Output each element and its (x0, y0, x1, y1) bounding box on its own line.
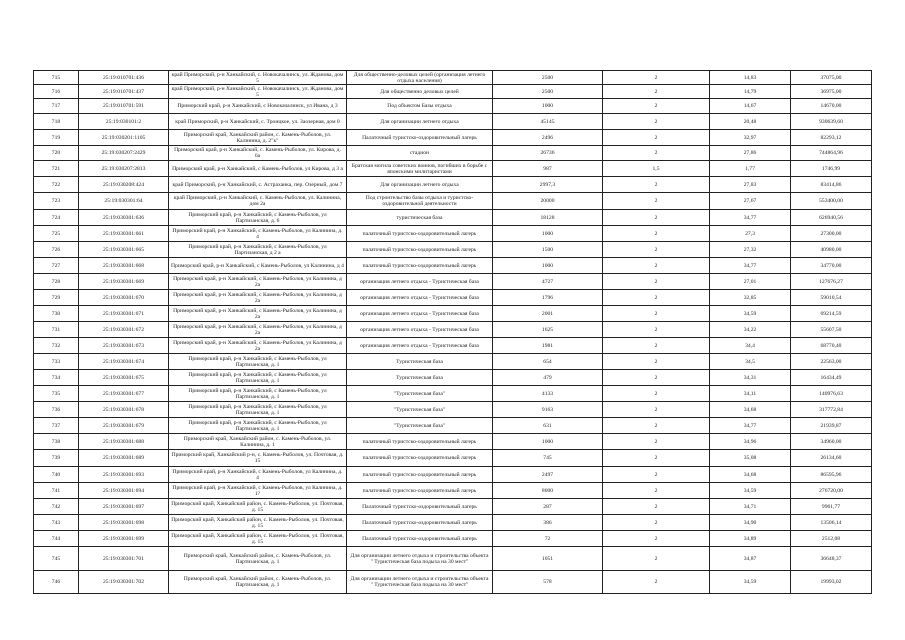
area-cell: 2500 (493, 71, 603, 85)
permitted-use-cell: Под строительство базы отдыха и туристско-оздоровительной деятельности (347, 193, 493, 210)
coefficient-cell: 2 (603, 386, 710, 402)
rate-cell: 34,59 (710, 306, 791, 322)
row-number-cell: 719 (34, 130, 79, 146)
rate-cell: 14,67 (710, 99, 791, 114)
cadastral-number-cell: 25:19:030301:698 (79, 515, 169, 531)
area-cell: 1625 (493, 322, 603, 338)
permitted-use-cell: палаточный туристско-оздоровительный лагерь (347, 242, 493, 258)
rate-cell: 34,4 (710, 338, 791, 354)
amount-cell: 68770,40 (791, 338, 872, 354)
amount-cell: 36975,00 (791, 85, 872, 99)
amount-cell: 59010,54 (791, 290, 872, 306)
row-number-cell: 738 (34, 434, 79, 450)
row-number-cell: 721 (34, 161, 79, 177)
cadastral-number-cell: 25:19:030301:669 (79, 274, 169, 290)
coefficient-cell: 2 (603, 130, 710, 146)
coefficient-cell: 2 (603, 547, 710, 571)
cadastral-number-cell: 25:19:030301:665 (79, 242, 169, 258)
area-cell: 1000 (493, 226, 603, 242)
coefficient-cell: 2 (603, 258, 710, 274)
area-cell: 45145 (493, 114, 603, 130)
permitted-use-cell: Для организации летнего отдыха (347, 177, 493, 193)
cadastral-number-cell: 25:19:030301:678 (79, 402, 169, 418)
address-cell: Приморский край, Ханкайский район, с. Камень-Рыболов, ул. Почтовая, д. 15 (169, 515, 347, 531)
table-row (34, 515, 872, 531)
permitted-use-cell: организация летнего отдыха - Туристическая база (347, 306, 493, 322)
amount-cell: 86595,96 (791, 467, 872, 483)
table-row (34, 434, 872, 450)
row-number-cell: 745 (34, 547, 79, 571)
rate-cell: 34,77 (710, 418, 791, 434)
area-cell: 1051 (493, 547, 603, 571)
area-cell: 1796 (493, 290, 603, 306)
table-row (34, 531, 872, 547)
rate-cell: 14,79 (710, 85, 791, 99)
coefficient-cell: 2 (603, 85, 710, 99)
permitted-use-cell: Для организации летнего отдыха и строительства объекта " Туристическая база подыха на 30 мест" (347, 571, 493, 594)
area-cell: 479 (493, 370, 603, 386)
address-cell: Приморский край, р-н Ханкайский, с Камень-Рыболов, ул Калинина, д 4 (169, 258, 347, 274)
area-cell: 4727 (493, 274, 603, 290)
rate-cell: 27,86 (710, 146, 791, 161)
permitted-use-cell: палаточный туристско-оздоровительный лагерь (347, 483, 493, 499)
area-cell: 987 (493, 161, 603, 177)
coefficient-cell: 2 (603, 146, 710, 161)
amount-cell: 626940,56 (791, 210, 872, 226)
amount-cell: 13506,14 (791, 515, 872, 531)
rate-cell: 34,59 (710, 571, 791, 594)
row-number-cell: 742 (34, 499, 79, 515)
area-cell: 1000 (493, 434, 603, 450)
address-cell: Приморский край, Ханкайский район, с. Камень-Рыболов, ул. Партизанская, д. 1 (169, 547, 347, 571)
row-number-cell: 716 (34, 85, 79, 99)
amount-cell: 21939,87 (791, 418, 872, 434)
area-cell: 2500 (493, 85, 603, 99)
cadastral-number-cell: 25:19:030301:673 (79, 338, 169, 354)
permitted-use-cell: Для общественно-деловых целей (организация летнего отдыха населения) (347, 71, 493, 85)
coefficient-cell: 2 (603, 499, 710, 515)
rate-cell: 34,89 (710, 531, 791, 547)
address-cell: край Приморский, р-н Ханкайский, с. Новокачалинск, ул. Жданова, дом 5 (169, 71, 347, 85)
area-cell: 8000 (493, 483, 603, 499)
amount-cell: 37075,00 (791, 71, 872, 85)
area-cell: 9163 (493, 402, 603, 418)
coefficient-cell: 2 (603, 290, 710, 306)
address-cell: край Приморский, р-н Ханкайский, с. Камень-Рыболов, ул. Калинина, дом 2а (169, 193, 347, 210)
amount-cell: 40980,00 (791, 242, 872, 258)
table-row (34, 370, 872, 386)
amount-cell: 1746,99 (791, 161, 872, 177)
row-number-cell: 746 (34, 571, 79, 594)
rate-cell: 27,67 (710, 193, 791, 210)
amount-cell: 2512,08 (791, 531, 872, 547)
address-cell: Приморский край, р-н Ханкайский, с Камень-Рыболов, ул Калинина, д 2а (169, 338, 347, 354)
rate-cell: 34,31 (710, 370, 791, 386)
land-plot-table-sheet (33, 70, 871, 594)
table-row (34, 354, 872, 370)
permitted-use-cell: Для общественно деловых целей (347, 85, 493, 99)
table-row (34, 274, 872, 290)
address-cell: край Приморский, р-н Ханкайский, с. Новокачалинск, ул. Жданова, дом 5 (169, 85, 347, 99)
amount-cell: 140976,63 (791, 386, 872, 402)
cadastral-number-cell: 25:19:030301:697 (79, 499, 169, 515)
permitted-use-cell: организация летнего отдыха - Туристическая база (347, 290, 493, 306)
coefficient-cell: 2 (603, 193, 710, 210)
rate-cell: 32,85 (710, 290, 791, 306)
amount-cell: 276720,00 (791, 483, 872, 499)
row-number-cell: 722 (34, 177, 79, 193)
rate-cell: 34,59 (710, 483, 791, 499)
permitted-use-cell: туристическая база (347, 210, 493, 226)
row-number-cell: 735 (34, 386, 79, 402)
amount-cell: 22563,00 (791, 354, 872, 370)
table-row (34, 71, 872, 85)
coefficient-cell: 2 (603, 515, 710, 531)
area-cell: 2001 (493, 306, 603, 322)
table-row (34, 193, 872, 210)
amount-cell: 19993,02 (791, 571, 872, 594)
permitted-use-cell: стадион (347, 146, 493, 161)
cadastral-number-cell: 25:19:010701:437 (79, 85, 169, 99)
cadastral-number-cell: 25:19:030301:671 (79, 306, 169, 322)
rate-cell: 34,22 (710, 322, 791, 338)
table-row (34, 85, 872, 99)
amount-cell: 930639,60 (791, 114, 872, 130)
address-cell: Приморский край, р-н Ханкайский, с Камень-Рыболов, ул Партизанская, д. 1 (169, 370, 347, 386)
table-row (34, 499, 872, 515)
area-cell: 1981 (493, 338, 603, 354)
cadastral-number-cell: 25:19:030301:689 (79, 450, 169, 467)
address-cell: Приморский край, р-н Ханкайский, с Камень-Рыболов, ул Кирова, д 3 а (169, 161, 347, 177)
area-cell: 26736 (493, 146, 603, 161)
permitted-use-cell: "Туристическая база" (347, 386, 493, 402)
area-cell: 745 (493, 450, 603, 467)
cadastral-number-cell: 25:19:030301:670 (79, 290, 169, 306)
coefficient-cell: 2 (603, 177, 710, 193)
rate-cell: 34,5 (710, 354, 791, 370)
table-row (34, 386, 872, 402)
permitted-use-cell: Палаточный туристско-оздоровительный лагерь (347, 531, 493, 547)
coefficient-cell: 2 (603, 242, 710, 258)
table-row (34, 418, 872, 434)
row-number-cell: 733 (34, 354, 79, 370)
address-cell: Приморский край, Ханкайский район, с. Камень-Рыболов, ул. Калинина, д. 2"к" (169, 130, 347, 146)
table-body (34, 71, 872, 594)
cadastral-number-cell: 25:19:030301:636 (79, 210, 169, 226)
row-number-cell: 723 (34, 193, 79, 210)
amount-cell: 34960,00 (791, 434, 872, 450)
area-cell: 631 (493, 418, 603, 434)
rate-cell: 27,32 (710, 242, 791, 258)
amount-cell: 36648,37 (791, 547, 872, 571)
permitted-use-cell: Палаточный туристско-оздоровительный лагерь (347, 515, 493, 531)
cadastral-number-cell: 25:19:030301:64 (79, 193, 169, 210)
rate-cell: 32,97 (710, 130, 791, 146)
permitted-use-cell: Палаточный туристско-оздоровительный лагерь (347, 130, 493, 146)
cadastral-number-cell: 25:19:030301:701 (79, 547, 169, 571)
coefficient-cell: 2 (603, 114, 710, 130)
address-cell: Приморский край, р-н Ханкайский, с. Камень-Рыболов, ул. Кирова, д. 6а (169, 146, 347, 161)
amount-cell: 744864,96 (791, 146, 872, 161)
amount-cell: 69214,59 (791, 306, 872, 322)
cadastral-number-cell: 25:19:030301:688 (79, 434, 169, 450)
address-cell: Приморский край, р-н Ханкайский, с Камень-Рыболов, ул Калинина, д 2а (169, 290, 347, 306)
amount-cell: 34770,00 (791, 258, 872, 274)
address-cell: Приморский край, р-н Ханкайский, с Камень-Рыболов, ул Калинина, д. 4 (169, 226, 347, 242)
rate-cell: 27,83 (710, 177, 791, 193)
cadastral-number-cell: 25:19:030208:424 (79, 177, 169, 193)
row-number-cell: 720 (34, 146, 79, 161)
row-number-cell: 718 (34, 114, 79, 130)
amount-cell: 553400,00 (791, 193, 872, 210)
area-cell: 578 (493, 571, 603, 594)
address-cell: Приморский край, р-н Ханкайский, с Камень-Рыболов, ул Партизанская, д. 1 (169, 354, 347, 370)
table-row (34, 467, 872, 483)
cadastral-number-cell: 25:19:010701:591 (79, 99, 169, 114)
coefficient-cell: 2 (603, 322, 710, 338)
area-cell: 18128 (493, 210, 603, 226)
address-cell: Приморский край, р-н Ханкайский, с Камень-Рыболов, ул Калинина, д 2а (169, 274, 347, 290)
permitted-use-cell: Палаточный туристско-оздоровительный лагерь (347, 499, 493, 515)
coefficient-cell: 2 (603, 210, 710, 226)
rate-cell: 34,77 (710, 258, 791, 274)
table-row (34, 483, 872, 499)
coefficient-cell: 2 (603, 338, 710, 354)
cadastral-number-cell: 25:19:030301:694 (79, 483, 169, 499)
coefficient-cell: 2 (603, 402, 710, 418)
table-row (34, 402, 872, 418)
permitted-use-cell: "Туристическая база" (347, 418, 493, 434)
row-number-cell: 732 (34, 338, 79, 354)
coefficient-cell: 2 (603, 354, 710, 370)
amount-cell: 127676,27 (791, 274, 872, 290)
row-number-cell: 728 (34, 274, 79, 290)
permitted-use-cell: Братская могила советских воинов, погибших в борьбе с японскими милитаристами (347, 161, 493, 177)
cadastral-number-cell: 25:19:030207:2813 (79, 161, 169, 177)
cadastral-number-cell: 25:19:030301:672 (79, 322, 169, 338)
coefficient-cell: 1,5 (603, 161, 710, 177)
table-row (34, 450, 872, 467)
cadastral-number-cell: 25:19:030301:699 (79, 531, 169, 547)
area-cell: 287 (493, 499, 603, 515)
cadastral-number-cell: 25:19:030301:679 (79, 418, 169, 434)
rate-cell: 34,77 (710, 210, 791, 226)
table-row (34, 290, 872, 306)
table-row (34, 114, 872, 130)
table-row (34, 177, 872, 193)
amount-cell: 55607,50 (791, 322, 872, 338)
table-row (34, 99, 872, 114)
row-number-cell: 731 (34, 322, 79, 338)
coefficient-cell: 2 (603, 434, 710, 450)
address-cell: Приморский край, р-н Ханкайский, с Камень-Рыболов, ул Калинина, д 2а (169, 306, 347, 322)
rate-cell: 20,48 (710, 114, 791, 130)
table-row (34, 242, 872, 258)
cadastral-number-cell: 25:19:030207:2429 (79, 146, 169, 161)
amount-cell: 16434,49 (791, 370, 872, 386)
cadastral-number-cell: 25:19:030301:702 (79, 571, 169, 594)
address-cell: Приморский край, р-н Ханкайский, с Камень-Рыболов, ул Партизанская, д. 1 (169, 418, 347, 434)
address-cell: Приморский край, р-н Ханкайский, с Новокачалинск, ул Ивана, д 3 (169, 99, 347, 114)
coefficient-cell: 2 (603, 531, 710, 547)
amount-cell: 82293,12 (791, 130, 872, 146)
land-plot-table (33, 70, 872, 594)
row-number-cell: 734 (34, 370, 79, 386)
table-row (34, 547, 872, 571)
table-row (34, 306, 872, 322)
row-number-cell: 724 (34, 210, 79, 226)
amount-cell: 83414,86 (791, 177, 872, 193)
permitted-use-cell: Туристическая база (347, 370, 493, 386)
address-cell: Приморский край, Ханкайский р-н, с. Камень-Рыболов, ул. Почтовая, д. 15 (169, 450, 347, 467)
coefficient-cell: 2 (603, 274, 710, 290)
coefficient-cell: 2 (603, 71, 710, 85)
row-number-cell: 729 (34, 290, 79, 306)
area-cell: 654 (493, 354, 603, 370)
coefficient-cell: 2 (603, 306, 710, 322)
row-number-cell: 730 (34, 306, 79, 322)
area-cell: 386 (493, 515, 603, 531)
row-number-cell: 736 (34, 402, 79, 418)
permitted-use-cell: палаточный туристско-оздоровительный лагерь (347, 450, 493, 467)
cadastral-number-cell: 25:19:030301:661 (79, 226, 169, 242)
cadastral-number-cell: 25:19:030301:668 (79, 258, 169, 274)
area-cell: 1500 (493, 242, 603, 258)
rate-cell: 27,3 (710, 226, 791, 242)
area-cell: 2497 (493, 467, 603, 483)
permitted-use-cell: Для организации летнего отдыха и строительства объекта " Туристическая база подыха на 30 мест" (347, 547, 493, 571)
row-number-cell: 715 (34, 71, 79, 85)
amount-cell: 27300,00 (791, 226, 872, 242)
area-cell: 1000 (493, 258, 603, 274)
coefficient-cell: 2 (603, 571, 710, 594)
address-cell: Приморский край, р-н Ханкайский, с Камень-Рыболов, ул Калинина, д. 1? (169, 483, 347, 499)
cadastral-number-cell: 25:19:030301:674 (79, 354, 169, 370)
cadastral-number-cell: 25:19:010701:436 (79, 71, 169, 85)
amount-cell: 9961,77 (791, 499, 872, 515)
rate-cell: 27,01 (710, 274, 791, 290)
address-cell: Приморский край, р-н Ханкайский, с Камень-Рыболов, ул Партизанская, д. 6 (169, 210, 347, 226)
area-cell: 2496 (493, 130, 603, 146)
address-cell: край Приморский, р-н Ханкайский, с. Астраханка, пер. Озерный, дом 7 (169, 177, 347, 193)
amount-cell: 14670,00 (791, 99, 872, 114)
address-cell: Приморский край, р-н Ханкайский, с Камень-Рыболов, ул Партизанская, д. 1 (169, 402, 347, 418)
permitted-use-cell: организация летнего отдыха - Туристическая база (347, 338, 493, 354)
coefficient-cell: 2 (603, 99, 710, 114)
rate-cell: 34,96 (710, 434, 791, 450)
cadastral-number-cell: 25:19:030201:1105 (79, 130, 169, 146)
cadastral-number-cell: 25:19:030301:693 (79, 467, 169, 483)
address-cell: Приморский край, р-н Ханкайский, с Камень-Рыболов, ул Партизанская, д 2 а (169, 242, 347, 258)
coefficient-cell: 2 (603, 226, 710, 242)
address-cell: край Приморский, р-н Ханкайский, с. Троицкое, ул. Заозерная, дом 0 (169, 114, 347, 130)
permitted-use-cell: Туристическая база (347, 354, 493, 370)
table-row (34, 226, 872, 242)
rate-cell: 34,68 (710, 402, 791, 418)
area-cell: 20000 (493, 193, 603, 210)
rate-cell: 14,83 (710, 71, 791, 85)
permitted-use-cell: "Туристическая база" (347, 402, 493, 418)
row-number-cell: 744 (34, 531, 79, 547)
table-row (34, 322, 872, 338)
row-number-cell: 737 (34, 418, 79, 434)
table-row (34, 130, 872, 146)
amount-cell: 26134,60 (791, 450, 872, 467)
table-row (34, 338, 872, 354)
row-number-cell: 727 (34, 258, 79, 274)
area-cell: 72 (493, 531, 603, 547)
coefficient-cell: 2 (603, 418, 710, 434)
permitted-use-cell: организация летнего отдыха - Туристическая база (347, 274, 493, 290)
table-row (34, 210, 872, 226)
address-cell: Приморский край, Ханкайский район, с. Камень-Рыболов, ул. Почтовая, д. 15 (169, 499, 347, 515)
row-number-cell: 726 (34, 242, 79, 258)
permitted-use-cell: Под объектом Базы отдыха (347, 99, 493, 114)
address-cell: Приморский край, Ханкайский район, с. Камень-Рыболов, ул. Партизанская, д. 1 (169, 571, 347, 594)
row-number-cell: 743 (34, 515, 79, 531)
permitted-use-cell: палаточный туристско-оздоровительный лагерь (347, 258, 493, 274)
address-cell: Приморский край, Ханкайский район, с. Камень-Рыболов, ул. Калинина, д. 1 (169, 434, 347, 450)
row-number-cell: 741 (34, 483, 79, 499)
coefficient-cell: 2 (603, 467, 710, 483)
row-number-cell: 717 (34, 99, 79, 114)
address-cell: Приморский край, р-н Ханкайский, с Камень-Рыболов, ул Калинина, д. 4 (169, 467, 347, 483)
rate-cell: 34,87 (710, 547, 791, 571)
rate-cell: 34,11 (710, 386, 791, 402)
cadastral-number-cell: 25:19:030101:2 (79, 114, 169, 130)
permitted-use-cell: палаточный туристско-оздоровительный лагерь (347, 434, 493, 450)
row-number-cell: 740 (34, 467, 79, 483)
row-number-cell: 739 (34, 450, 79, 467)
table-row (34, 161, 872, 177)
coefficient-cell: 2 (603, 450, 710, 467)
amount-cell: 317772,84 (791, 402, 872, 418)
rate-cell: 35,08 (710, 450, 791, 467)
rate-cell: 34,71 (710, 499, 791, 515)
coefficient-cell: 2 (603, 483, 710, 499)
rate-cell: 1,77 (710, 161, 791, 177)
permitted-use-cell: Для организации летнего отдыха (347, 114, 493, 130)
rate-cell: 34,68 (710, 467, 791, 483)
address-cell: Приморский край, Ханкайский район, с. Камень-Рыболов, ул. Почтовая, д. 15 (169, 531, 347, 547)
area-cell: 2997,3 (493, 177, 603, 193)
area-cell: 1000 (493, 99, 603, 114)
table-row (34, 258, 872, 274)
cadastral-number-cell: 25:19:030301:677 (79, 386, 169, 402)
permitted-use-cell: палаточный туристско-оздоровительный лагерь (347, 467, 493, 483)
cadastral-number-cell: 25:19:030301:675 (79, 370, 169, 386)
row-number-cell: 725 (34, 226, 79, 242)
area-cell: 4133 (493, 386, 603, 402)
table-row (34, 146, 872, 161)
table-row (34, 571, 872, 594)
address-cell: Приморский край, р-н Ханкайский, с Камень-Рыболов, ул Калинина, д 2а (169, 322, 347, 338)
address-cell: Приморский край, р-н Ханкайский, с Камень-Рыболов, ул Партизанская, д. 1 (169, 386, 347, 402)
rate-cell: 34,90 (710, 515, 791, 531)
permitted-use-cell: организация летнего отдыха - Туристическая база (347, 322, 493, 338)
permitted-use-cell: палаточный туристско-оздоровительный лагерь (347, 226, 493, 242)
coefficient-cell: 2 (603, 370, 710, 386)
